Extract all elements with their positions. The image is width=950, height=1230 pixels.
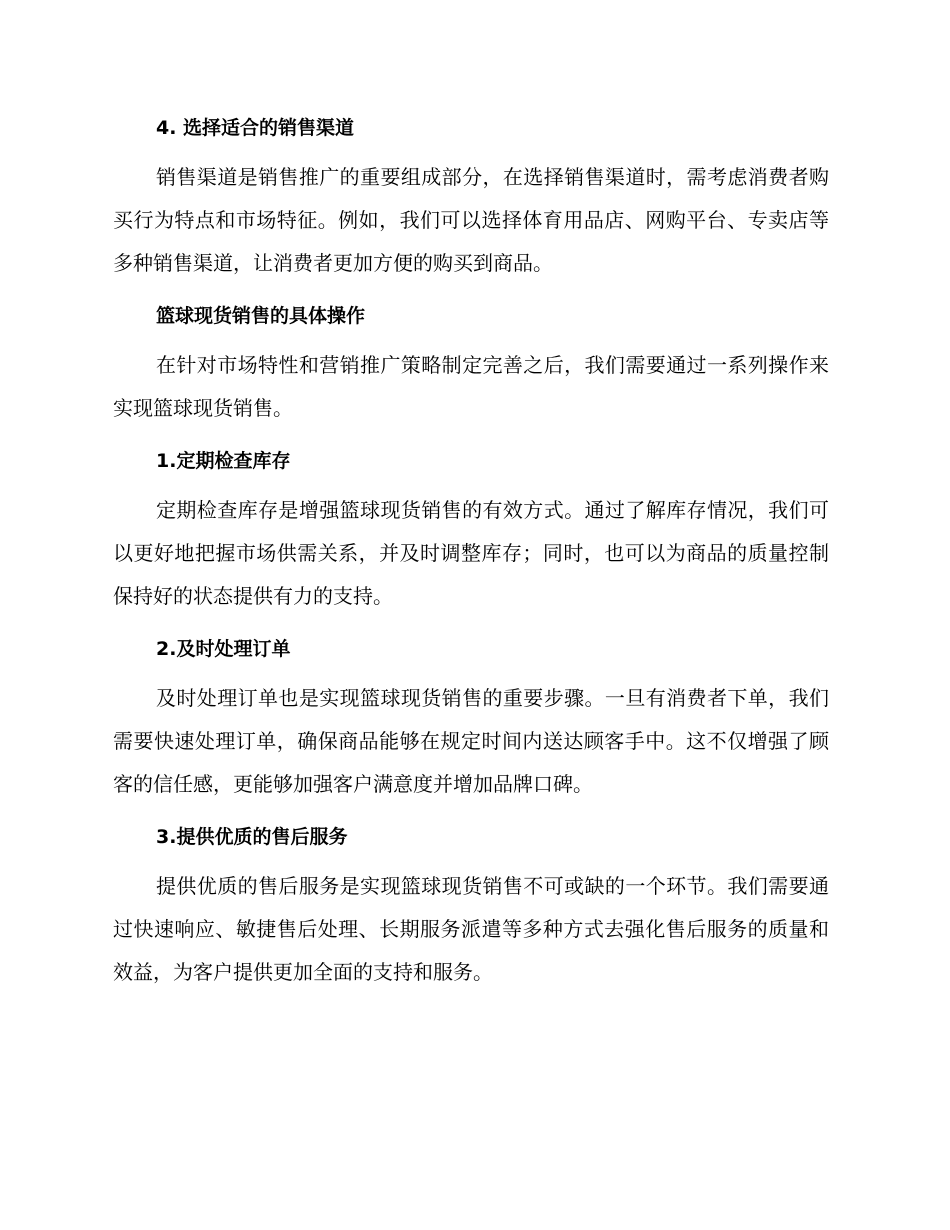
- section-heading-check-inventory: 1.定期检查库存: [156, 450, 291, 472]
- section-body-after-sales: 提供优质的售后服务是实现篮球现货销售不可或缺的一个环节。我们需要通过快速响应、敏捷售后处理、长期服务派遣等多种方式去强化售后服务的质量和效益，为客户提供更加全面的支持和服务。: [113, 874, 829, 984]
- section-body-operations: 在针对市场特性和营销推广策略制定完善之后，我们需要通过一系列操作来实现篮球现货销售。: [113, 353, 829, 420]
- document-content: [113, 112, 829, 1009]
- section-body-sales-channels: 销售渠道是销售推广的重要组成部分，在选择销售渠道时，需考虑消费者购买行为特点和市场特征。例如，我们可以选择体育用品店、网购平台、专卖店等多种销售渠道，让消费者更加方便的购买到商品。: [113, 165, 829, 275]
- section-heading-sales-channels: 4. 选择适合的销售渠道: [156, 117, 355, 139]
- section-heading-process-orders: 2.及时处理订单: [156, 638, 291, 660]
- section-heading-after-sales: 3.提供优质的售后服务: [156, 826, 348, 848]
- section-heading-operations: 篮球现货销售的具体操作: [156, 305, 366, 327]
- section-body-process-orders: 及时处理订单也是实现篮球现货销售的重要步骤。一旦有消费者下单，我们需要快速处理订单，确保商品能够在规定时间内送达顾客手中。这不仅增强了顾客的信任感，更能够加强客户满意度并增加品牌口碑。: [113, 686, 829, 796]
- section-body-check-inventory: 定期检查库存是增强篮球现货销售的有效方式。通过了解库存情况，我们可以更好地把握市场供需关系，并及时调整库存；同时，也可以为商品的质量控制保持好的状态提供有力的支持。: [113, 498, 829, 608]
